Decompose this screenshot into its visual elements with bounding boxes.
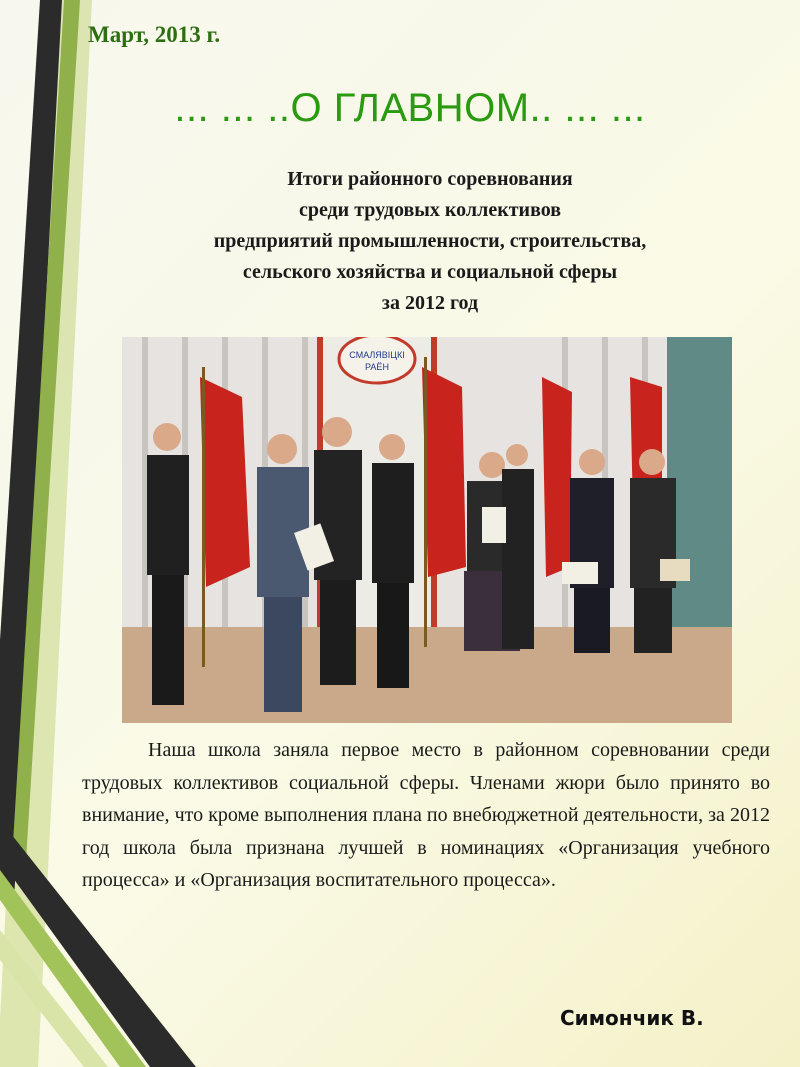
district-emblem bbox=[339, 337, 415, 383]
subtitle-line: Итоги районного соревнования bbox=[287, 168, 573, 190]
author-signature: Симончик В. bbox=[560, 1006, 704, 1030]
emblem-text: РАЁН bbox=[365, 362, 389, 372]
ceremony-photo bbox=[122, 337, 732, 723]
issue-date: Март, 2013 г. bbox=[88, 22, 221, 47]
subtitle bbox=[110, 164, 750, 319]
article-body: Наша школа заняла первое место в районном соревновании среди трудовых коллективов социальной сферы. Членами жюри было принято во внимание, что кроме выполнения плана по внебюджетной деятельности, за 2012 год школа была признана лучшей в номинациях «Организация учебного процесса» и «Организация воспитательного процесса». bbox=[82, 739, 770, 891]
subtitle-line: предприятий промышленности, строительства, bbox=[213, 230, 647, 252]
diploma bbox=[660, 559, 690, 581]
subtitle-line: среди трудовых коллективов bbox=[298, 199, 562, 221]
subtitle-line: сельского хозяйства и социальной сферы bbox=[242, 261, 618, 283]
diploma bbox=[562, 562, 598, 584]
subtitle-line: за 2012 год bbox=[381, 292, 479, 314]
headline: ... ... ..О ГЛАВНОМ.. ... ... bbox=[174, 86, 646, 130]
diploma bbox=[482, 507, 506, 543]
emblem-text: СМАЛЯВІЦКІ bbox=[349, 350, 405, 360]
